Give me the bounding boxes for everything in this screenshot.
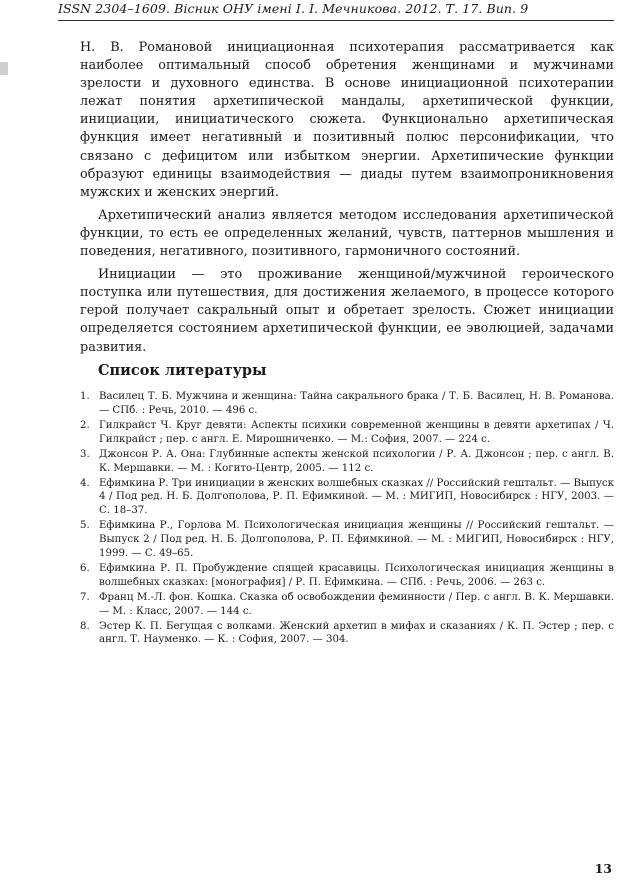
- reference-text: Эстер К. П. Бегущая с волками. Женский архетип в мифах и сказаниях / К. П. Эстер ; пер. с англ. Т. Науменко. — К. : София, 2007. — 304.: [99, 620, 614, 646]
- references-list: [80, 390, 614, 649]
- reference-text: Франц М.-Л. фон. Кошка. Сказка об освобождении феминности / Пер. с англ. В. К. Мершавки. — М. : Класс, 2007. — 144 с.: [99, 591, 614, 617]
- margin-mark: [0, 62, 8, 75]
- reference-text: Ефимкина Р. П. Пробуждение спящей красавицы. Психологическая инициация женщины в волшебных сказках: [монография] / Р. П. Ефимкина. — СПб. : Речь, 2006. — 263 с.: [99, 562, 614, 588]
- reference-text: Гилкрайст Ч. Круг девяти: Аспекты психики современной женщины в девяти архетипах / Ч. Гилкрайст ; пер. с англ. Е. Мирошниченко. — М.: София, 2007. — 224 с.: [99, 419, 614, 445]
- paragraph: Н. В. Романовой инициационная психотерапия рассматривается как наиболее оптимальный способ обретения женщинами и мужчинами зрелости и духовного единства. В основе инициационной психотерапии лежат понятия архетипической мандалы, архетипической функции, инициации, инициатического сюжета. Функционально архетипическая функция имеет негативный и позитивный полюс персонификации, что связано с дефицитом или избытком энергии. Архетипические функции образуют единицы взаимодействия — диады путем взаимопроникновения мужских и женских энергий.: [80, 40, 614, 200]
- body-text: [80, 39, 614, 362]
- reference-text: Ефимкина Р. Три инициации в женских волшебных сказках // Российский гештальт. — Выпуск 4 / Под ред. Н. Б. Долгополова, Р. П. Ефимкиной. — М. : МИГИП, Новосибирск : НГУ, 2003. — С. 18–37.: [99, 477, 614, 517]
- reference-number: 4.: [80, 477, 90, 489]
- reference-item: [80, 477, 614, 518]
- reference-number: 7.: [80, 591, 90, 603]
- page-number: 13: [594, 861, 612, 876]
- reference-number: 1.: [80, 391, 90, 402]
- reference-item: [80, 419, 614, 446]
- reference-text: Джонсон Р. А. Она: Глубинные аспекты женской психологии / Р. А. Джонсон ; пер. с англ. В. К. Мершавки. — М. : Когито-Центр, 2005. — 112 с.: [99, 448, 614, 474]
- reference-item: [80, 390, 614, 417]
- running-header: ISSN 2304–1609. Вісник ОНУ імені І. І. Мечникова. 2012. Т. 17. Вип. 9: [58, 1, 529, 16]
- reference-number: 8.: [80, 620, 90, 632]
- reference-item: [80, 620, 614, 647]
- references-title: Список литературы: [98, 362, 267, 379]
- reference-number: 2.: [80, 419, 90, 431]
- reference-item: [80, 591, 614, 618]
- reference-number: 5.: [80, 520, 90, 532]
- paragraph: Архетипический анализ является методом исследования архетипической функции, то есть ее определенных желаний, чувств, паттернов мышления и поведения, негативного, позитивного, гармоничного состояний.: [80, 207, 614, 260]
- reference-text: Василец Т. Б. Мужчина и женщина: Тайна сакрального брака / Т. Б. Василец, Н. В. Романова. — СПб. : Речь, 2010. — 496 с.: [99, 391, 614, 416]
- reference-item: [80, 519, 614, 560]
- paragraph: Инициации — это проживание женщиной/мужчиной героического поступка или путешествия, для достижения желаемого, в процессе которого герой получает сакральный опыт и обретает зрелость. Сюжет инициации определяется состоянием архетипической функции, ее эволюцией, задачами развития.: [80, 267, 614, 355]
- reference-item: [80, 562, 614, 589]
- reference-text: Ефимкина Р., Горлова М. Психологическая инициация женщины // Российский гештальт. — Выпуск 2 / Под ред. Н. Б. Долгополова, Р. П. Ефимкиной. — М. : МИГИП, Новосибирск : НГУ, 1999. — С. 49–65.: [99, 520, 614, 559]
- header-rule: [58, 20, 614, 21]
- reference-number: 3.: [80, 448, 90, 460]
- reference-item: [80, 448, 614, 475]
- reference-number: 6.: [80, 562, 90, 574]
